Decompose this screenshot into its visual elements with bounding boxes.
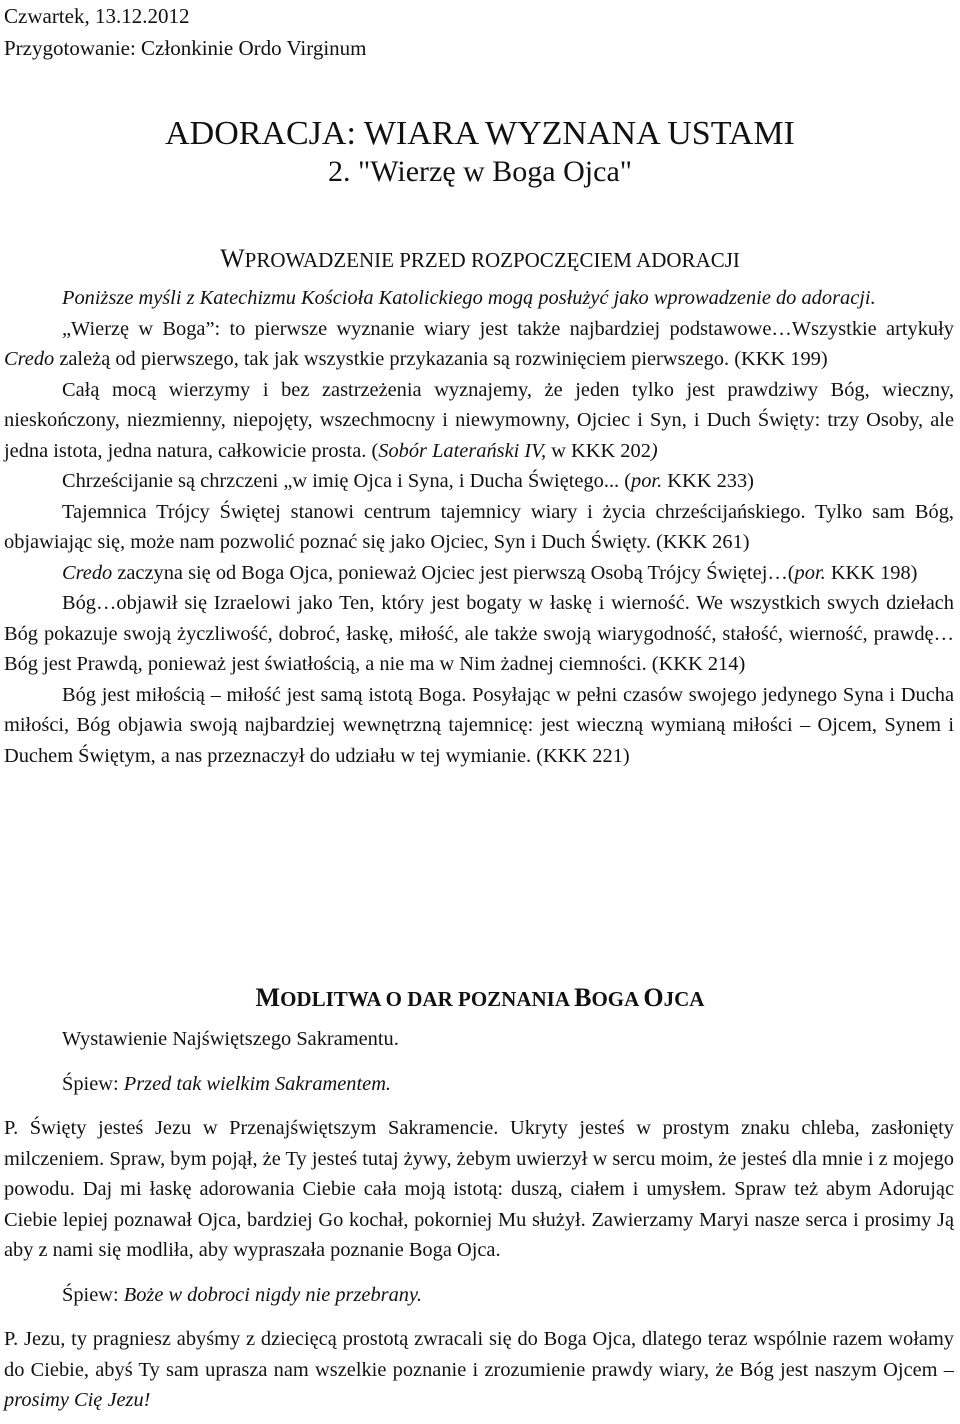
song-label: Śpiew:: [62, 1283, 124, 1306]
quote-reference: KKK 233): [662, 470, 754, 492]
prayer-body: [4, 1024, 954, 1416]
introduction-heading-rest: PROWADZENIE PRZED ROZPOCZĘCIEM ADORACJI: [244, 248, 740, 272]
credo-word: Credo: [4, 348, 55, 370]
quote-reference: KKK 198): [825, 561, 918, 584]
prayer-response: prosimy Cię Jezu!: [4, 1389, 151, 1411]
quote-paren: ): [650, 439, 658, 462]
introduction-heading-cap: W: [220, 244, 245, 273]
song-2: [4, 1280, 954, 1311]
quote-text: zależą od pierwszego, tak jak wszystkie przykazania są rozwinięciem pierwszego.: [54, 348, 735, 370]
introduction-body: [4, 283, 954, 771]
heading-text: JCA: [663, 987, 705, 1011]
prayer-text: P. Jezu, ty pragniesz abyśmy z dziecięcą prostotą zwracali się do Boga Ojca, dlatego teraz wspólnie razem wołamy do Ciebie, abyś Ty sam uprasza nam wszelkie poznanie i zrozumienie prawdy wiary, że Bóg jest naszym Ojcem –: [4, 1328, 954, 1381]
quote-reference: (KKK 199): [734, 348, 828, 370]
quote-kkk-221: Bóg jest miłością – miłość jest samą istotą Boga. Posyłając w pełni czasów swojego jedynego Syna i Ducha miłości, Bóg objawia swoją najbardziej wewnętrzną tajemnicę: jest wieczną wymianą miłości – Ojcem, Synem i Duchem Świętym, a nas przeznaczył do udziału w tej wymianie. (KKK 221): [4, 683, 954, 767]
heading-cap: B: [574, 983, 592, 1012]
song-1: [4, 1069, 954, 1100]
quote-text: „Wierzę w Boga”: to pierwsze wyznanie wiary jest także najbardziej podstawowe…Wszystkie artykuły: [62, 317, 954, 340]
quote-reference: w KKK 202: [546, 439, 651, 462]
quote-kkk-233: [4, 466, 954, 497]
song-title: Przed tak wielkim Sakramentem.: [123, 1072, 392, 1095]
quote-kkk-199: [4, 314, 954, 375]
quote-text: Całą mocą wierzymy i bez zastrzeżenia wyznajemy, że jeden tylko jest prawdziwy Bóg, wieczny, nieskończony, niezmienny, niepojęty, wszechmocny i niewymowny, Ojciec i Syn, i Duch Święty: trzy Osoby, ale jedna istota, jedna natura, całkowicie prosta. (: [4, 378, 954, 462]
document-header: [4, 0, 367, 64]
por-word: por.: [794, 561, 826, 584]
source-council: Sobór Laterański IV,: [378, 439, 547, 462]
quote-kkk-214: Bóg…objawił się Izraelowi jako Ten, który jest bogaty w łaskę i wierność. We wszystkich swych dziełach Bóg pokazuje swoją życzliwość, dobroć, łaskę, miłość, ale także swoją wiarygodność, stałość, wierność, prawdę…Bóg jest Prawdą, ponieważ jest światłością, a nie ma w Nim żadnej ciemności. (KKK 214): [4, 592, 954, 675]
header-date: Czwartek, 13.12.2012: [4, 4, 190, 28]
credo-word: Credo: [62, 561, 113, 584]
exposition-line: Wystawienie Najświętszego Sakramentu.: [62, 1028, 399, 1050]
quote-kkk-261: Tajemnica Trójcy Świętej stanowi centrum tajemnicy wiary i życia chrześcijańskiego. Tylko sam Bóg, objawiając się, może nam pozwolić poznać się jako Ojciec, Syn i Duch Święty. (KKK 261): [4, 500, 954, 553]
introduction-lead: Poniższe myśli z Katechizmu Kościoła Katolickiego mogą posłużyć jako wprowadzenie do adoracji.: [62, 287, 876, 309]
song-label: Śpiew:: [62, 1072, 124, 1095]
prayer-paragraph-2: [4, 1324, 954, 1416]
por-word: por.: [631, 470, 663, 492]
heading-cap: M: [255, 983, 281, 1012]
prayer-paragraph-1: P. Święty jesteś Jezu w Przenajświętszym Sakramencie. Ukryty jesteś w prostym znaku chleba, zasłonięty milczeniem. Spraw, bym pojął, że Ty jesteś tutaj żywy, żebym uwierzył w sercu moim, że jesteś dla mnie i z mojego powodu. Daj mi łaskę adorowania Ciebie cała moją istotą: duszą, ciałem i umysłem. Spraw też abym Adorując Ciebie lepiej poznawał Ojca, bardziej Go kochał, pokorniej Mu służył. Zawierzamy Maryi nasze serca i prosimy Ją aby z nami się modliła, aby wypraszała poznanie Boga Ojca.: [4, 1117, 954, 1261]
quote-kkk-198: [4, 558, 954, 589]
quote-text: Chrześcijanie są chrzczeni „w imię Ojca i Syna, i Ducha Świętego... (: [62, 470, 632, 492]
song-title: Boże w dobroci nigdy nie przebrany.: [123, 1283, 423, 1306]
introduction-heading: [0, 243, 960, 276]
quote-kkk-202: [4, 375, 954, 467]
prayer-heading: [0, 981, 960, 1016]
heading-cap: O: [643, 983, 664, 1012]
heading-text: OGA: [591, 987, 644, 1011]
page-title: ADORACJA: WIARA WYZNANA USTAMI: [165, 115, 795, 152]
page-subtitle: 2. "Wierzę w Boga Ojca": [328, 155, 632, 188]
quote-text: zaczyna się od Boga Ojca, ponieważ Ojciec jest pierwszą Osobą Trójcy Świętej…(: [112, 561, 795, 584]
header-prepared-by: Przygotowanie: Członkinie Ordo Virginum: [4, 36, 367, 60]
heading-text: ODLITWA O DAR POZNANIA: [280, 987, 575, 1011]
